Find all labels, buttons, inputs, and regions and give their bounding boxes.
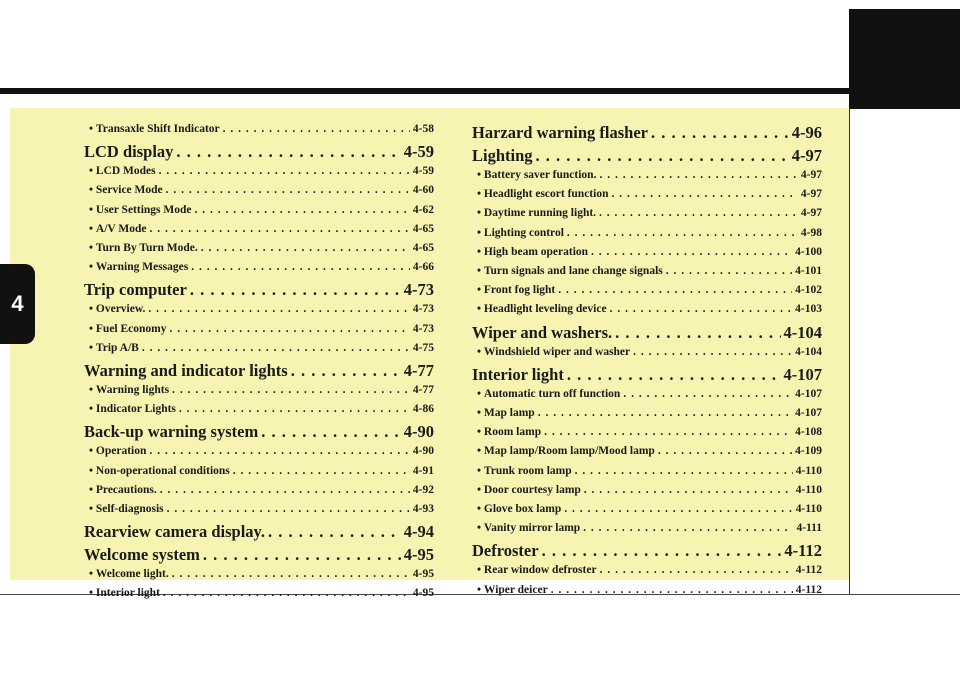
- margin-divider: [849, 108, 850, 594]
- toc-section-entry[interactable]: [84, 361, 434, 381]
- toc-subentry[interactable]: [472, 224, 822, 243]
- toc-subentry[interactable]: [472, 262, 822, 281]
- toc-subentry[interactable]: [84, 565, 434, 584]
- dot-leader: [167, 500, 410, 519]
- toc-entry-label: • Battery saver function.: [477, 166, 596, 185]
- toc-entry-page: 4-93: [412, 503, 434, 516]
- toc-subentry[interactable]: [472, 404, 822, 423]
- toc-entry-label: • Transaxle Shift Indicator: [89, 120, 220, 139]
- dot-leader: [538, 404, 792, 423]
- toc-subentry[interactable]: [84, 481, 434, 500]
- toc-subentry[interactable]: [472, 481, 822, 500]
- toc-subentry[interactable]: [84, 442, 434, 461]
- toc-subentry[interactable]: [472, 423, 822, 442]
- dot-leader: [551, 581, 793, 600]
- dot-leader: [160, 481, 410, 500]
- toc-entry-label: • Lighting control: [477, 224, 564, 243]
- toc-section-entry[interactable]: [84, 545, 434, 565]
- toc-entry-label: • Service Mode: [89, 181, 163, 200]
- toc-section-entry[interactable]: [472, 323, 822, 343]
- dot-leader: [611, 185, 797, 204]
- toc-entry-label: • Overview.: [89, 300, 145, 319]
- toc-subentry[interactable]: [84, 120, 434, 139]
- toc-entry-page: 4-104: [783, 322, 822, 342]
- toc-entry-page: 4-90: [412, 445, 434, 458]
- dot-leader: [233, 462, 410, 481]
- toc-entry-label: • Fuel Economy: [89, 320, 167, 339]
- toc-entry-page: 4-97: [800, 188, 822, 201]
- toc-section-entry[interactable]: [84, 522, 434, 542]
- toc-entry-page: 4-73: [412, 322, 434, 335]
- toc-entry-label: • High beam operation: [477, 243, 588, 262]
- toc-subentry[interactable]: [84, 239, 434, 258]
- toc-section-entry[interactable]: [472, 123, 822, 143]
- toc-entry-page: 4-95: [412, 587, 434, 600]
- toc-entry-page: 4-103: [795, 303, 822, 316]
- dot-leader: [203, 545, 401, 565]
- dot-leader: [148, 300, 410, 319]
- toc-entry-label: • User Settings Mode: [89, 201, 192, 220]
- toc-subentry[interactable]: [472, 385, 822, 404]
- toc-entry-page: 4-107: [795, 387, 822, 400]
- toc-entry-label: • Front fog light: [477, 281, 555, 300]
- dot-leader: [544, 423, 792, 442]
- toc-entry-label: • Map lamp/Room lamp/Mood lamp: [477, 442, 655, 461]
- toc-entry-page: 4-97: [791, 146, 822, 165]
- toc-entry-page: 4-73: [403, 280, 434, 300]
- toc-subentry[interactable]: [84, 220, 434, 239]
- chapter-tab: [0, 264, 35, 344]
- toc-entry-page: 4-66: [412, 261, 434, 274]
- toc-subentry[interactable]: [84, 320, 434, 339]
- toc-entry-label: • Door courtesy lamp: [477, 481, 581, 500]
- dot-leader: [179, 400, 410, 419]
- toc-entry-label: • Room lamp: [477, 423, 541, 442]
- toc-entry-label: Lighting: [472, 146, 533, 165]
- dot-leader: [172, 565, 410, 584]
- toc-subentry[interactable]: [84, 339, 434, 358]
- toc-entry-page: 4-110: [795, 464, 822, 477]
- toc-entry-label: • Precautions.: [89, 481, 157, 500]
- toc-entry-page: 4-96: [791, 123, 822, 142]
- chapter-header-block: [849, 9, 960, 109]
- toc-entry-page: 4-112: [795, 583, 822, 596]
- toc-left-column: [84, 120, 434, 604]
- dot-leader: [567, 365, 781, 385]
- toc-entry-page: 4-95: [403, 545, 434, 565]
- dot-leader: [564, 500, 793, 519]
- toc-entry-label: • Welcome light.: [89, 565, 169, 584]
- toc-entry-label: • Operation: [89, 442, 146, 461]
- toc-entry-label: • Trip A/B: [89, 339, 139, 358]
- toc-section-entry[interactable]: [472, 365, 822, 385]
- toc-section-entry[interactable]: [84, 422, 434, 442]
- toc-subentry[interactable]: [84, 258, 434, 277]
- dot-leader: [159, 162, 410, 181]
- toc-subentry[interactable]: [472, 204, 822, 223]
- toc-entry-page: 4-90: [403, 422, 434, 442]
- toc-entry-page: 4-100: [795, 245, 822, 258]
- dot-leader: [268, 522, 401, 542]
- toc-entry-page: 4-98: [800, 226, 822, 239]
- toc-entry-page: 4-62: [412, 203, 434, 216]
- toc-entry-label: • Map lamp: [477, 404, 535, 423]
- dot-leader: [615, 323, 780, 343]
- dot-leader: [190, 280, 401, 300]
- toc-entry-label: • LCD Modes: [89, 162, 156, 181]
- toc-subentry[interactable]: [84, 400, 434, 419]
- dot-leader: [261, 422, 401, 442]
- toc-section-entry[interactable]: [84, 142, 434, 162]
- toc-entry-page: 4-108: [795, 426, 822, 439]
- dot-leader: [567, 224, 798, 243]
- toc-entry-label: • Turn signals and lane change signals: [477, 262, 663, 281]
- toc-entry-page: 4-112: [784, 541, 822, 561]
- toc-entry-label: LCD display: [84, 142, 174, 162]
- toc-right-column: [472, 120, 822, 600]
- toc-entry-label: • Headlight leveling device: [477, 300, 607, 319]
- toc-subentry[interactable]: [472, 243, 822, 262]
- toc-entry-label: Wiper and washers.: [472, 322, 613, 342]
- toc-entry-label: • Vanity mirror lamp: [477, 519, 580, 538]
- toc-entry-label: • Indicator Lights: [89, 400, 176, 419]
- toc-entry-label: • Automatic turn off function: [477, 385, 620, 404]
- dot-leader: [666, 262, 792, 281]
- toc-entry-label: Rearview camera display.: [84, 522, 266, 542]
- toc-entry-label: • Glove box lamp: [477, 500, 561, 519]
- toc-entry-label: • Wiper deicer: [477, 581, 548, 600]
- toc-entry-label: • Rear window defroster: [477, 561, 597, 580]
- toc-entry-page: 4-101: [795, 265, 822, 278]
- toc-entry-page: 4-110: [795, 483, 822, 496]
- toc-entry-label: Trip computer: [84, 280, 187, 300]
- toc-entry-page: 4-65: [412, 222, 434, 235]
- dot-leader: [170, 320, 410, 339]
- toc-subentry[interactable]: [472, 519, 822, 538]
- dot-leader: [610, 300, 793, 319]
- toc-entry-label: • Daytime running light.: [477, 204, 596, 223]
- toc-entry-page: 4-77: [412, 384, 434, 397]
- toc-entry-page: 4-111: [796, 522, 822, 535]
- toc-entry-page: 4-107: [783, 364, 822, 384]
- dot-leader: [623, 385, 792, 404]
- toc-subentry[interactable]: [472, 281, 822, 300]
- toc-subentry[interactable]: [84, 162, 434, 181]
- toc-entry-label: Welcome system: [84, 545, 200, 565]
- toc-subentry[interactable]: [84, 381, 434, 400]
- dot-leader: [166, 181, 410, 200]
- toc-entry-page: 4-59: [403, 142, 434, 162]
- toc-entry-page: 4-110: [795, 503, 822, 516]
- dot-leader: [575, 462, 793, 481]
- toc-section-entry[interactable]: [472, 541, 822, 561]
- toc-entry-label: Warning and indicator lights: [84, 361, 288, 381]
- dot-leader: [201, 239, 410, 258]
- toc-entry-page: 4-95: [412, 568, 434, 581]
- toc-entry-page: 4-59: [412, 165, 434, 178]
- header-rule: [0, 88, 960, 94]
- toc-entry-label: • Warning lights: [89, 381, 169, 400]
- toc-entry-page: 4-91: [412, 464, 434, 477]
- toc-entry-page: 4-97: [800, 207, 822, 220]
- toc-section-entry[interactable]: [472, 146, 822, 166]
- dot-leader: [599, 166, 797, 185]
- toc-subentry[interactable]: [472, 442, 822, 461]
- toc-section-entry[interactable]: [84, 280, 434, 300]
- dot-leader: [600, 561, 793, 580]
- toc-entry-page: 4-94: [403, 522, 434, 542]
- dot-leader: [536, 146, 789, 166]
- toc-entry-page: 4-107: [795, 407, 822, 420]
- toc-entry-page: 4-104: [795, 345, 822, 358]
- toc-entry-page: 4-73: [412, 303, 434, 316]
- dot-leader: [172, 381, 410, 400]
- toc-entry-page: 4-102: [795, 284, 822, 297]
- toc-entry-label: Back-up warning system: [84, 422, 259, 442]
- toc-subentry[interactable]: [84, 500, 434, 519]
- dot-leader: [651, 123, 789, 143]
- dot-leader: [633, 343, 792, 362]
- dot-leader: [195, 201, 410, 220]
- dot-leader: [149, 220, 409, 239]
- toc-entry-page: 4-58: [412, 123, 434, 135]
- dot-leader: [583, 519, 793, 538]
- dot-leader: [176, 142, 400, 162]
- toc-entry-page: 4-65: [412, 242, 434, 255]
- toc-entry-label: • Interior light: [89, 584, 160, 603]
- toc-entry-label: • A/V Mode: [89, 220, 146, 239]
- toc-entry-label: • Headlight escort function: [477, 185, 608, 204]
- dot-leader: [658, 442, 792, 461]
- toc-entry-label: • Self-diagnosis: [89, 500, 164, 519]
- toc-subentry[interactable]: [84, 201, 434, 220]
- toc-entry-label: Defroster: [472, 541, 539, 561]
- toc-entry-page: 4-75: [412, 341, 434, 354]
- toc-subentry[interactable]: [472, 185, 822, 204]
- toc-subentry[interactable]: [472, 561, 822, 580]
- dot-leader: [291, 361, 401, 381]
- toc-entry-page: 4-60: [412, 184, 434, 197]
- toc-entry-page: 4-92: [412, 483, 434, 496]
- dot-leader: [191, 258, 410, 277]
- toc-entry-label: Interior light: [472, 364, 564, 384]
- toc-entry-label: Harzard warning flasher: [472, 123, 648, 142]
- dot-leader: [142, 339, 410, 358]
- toc-entry-label: • Turn By Turn Mode.: [89, 239, 198, 258]
- toc-entry-page: 4-109: [795, 445, 822, 458]
- toc-entry-page: 4-86: [412, 403, 434, 416]
- dot-leader: [223, 120, 410, 139]
- toc-entry-label: • Non-operational conditions: [89, 462, 230, 481]
- toc-subentry[interactable]: [472, 300, 822, 319]
- toc-subentry[interactable]: [472, 462, 822, 481]
- dot-leader: [163, 584, 410, 603]
- dot-leader: [599, 204, 798, 223]
- toc-entry-page: 4-97: [800, 169, 822, 181]
- toc-subentry[interactable]: [472, 500, 822, 519]
- toc-entry-label: • Trunk room lamp: [477, 462, 572, 481]
- toc-entry-page: 4-112: [795, 564, 822, 577]
- toc-subentry[interactable]: [472, 581, 822, 600]
- toc-subentry[interactable]: [84, 584, 434, 603]
- toc-entry-label: • Warning Messages: [89, 258, 188, 277]
- dot-leader: [584, 481, 793, 500]
- chapter-number: 4: [11, 291, 24, 316]
- toc-entry-label: • Windshield wiper and washer: [477, 343, 630, 362]
- toc-subentry[interactable]: [84, 300, 434, 319]
- toc-subentry[interactable]: [84, 462, 434, 481]
- toc-subentry[interactable]: [472, 343, 822, 362]
- dot-leader: [149, 442, 410, 461]
- dot-leader: [542, 541, 782, 561]
- toc-entry-page: 4-77: [403, 361, 434, 381]
- toc-subentry[interactable]: [84, 181, 434, 200]
- dot-leader: [558, 281, 792, 300]
- toc-subentry[interactable]: [472, 166, 822, 185]
- dot-leader: [591, 243, 792, 262]
